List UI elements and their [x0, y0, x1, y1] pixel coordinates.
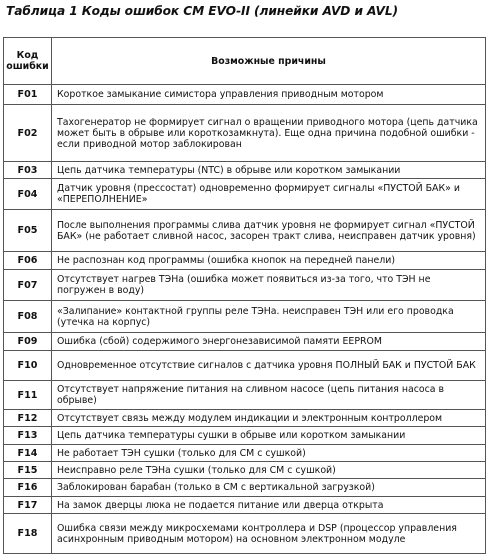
error-code: F12 [4, 410, 52, 427]
header-causes: Возможные причины [52, 38, 486, 85]
page-title: Таблица 1 Коды ошибок СМ EVO-II (линейки AVD и AVL) [6, 4, 399, 18]
error-cause: Отсутствует связь между модулем индикации и электронным контроллером [52, 410, 486, 427]
error-cause: Цепь датчика температуры (NTC) в обрыве или коротком замыкании [52, 162, 486, 179]
table-row [4, 427, 486, 445]
error-code: F02 [4, 105, 52, 162]
error-code: F01 [4, 85, 52, 105]
table-row [4, 333, 486, 351]
error-cause: Заблокирован барабан (только в СМ с вертикальной загрузкой) [52, 479, 486, 497]
error-code: F18 [4, 514, 52, 554]
header-code-line1: Код [16, 50, 39, 61]
table-row [4, 479, 486, 497]
table-row [4, 301, 486, 333]
table-row [4, 179, 486, 210]
error-cause: После выполнения программы слива датчик уровня не формирует сигнал «ПУСТОЙ БАК» (не работает сливной насос, засорен тракт слива, неисправен датчик уровня) [52, 210, 486, 252]
table-row [4, 514, 486, 554]
error-code: F09 [4, 333, 52, 351]
error-cause: Отсутствует нагрев ТЭНа (ошибка может появиться из-за того, что ТЭН не погружен в воду) [52, 270, 486, 301]
table-row [4, 351, 486, 381]
error-cause: Ошибка (сбой) содержимого энергонезависимой памяти EEPROM [52, 333, 486, 351]
table-row [4, 105, 486, 162]
error-cause: Отсутствует напряжение питания на сливном насосе (цепь питания насоса в обрыве) [52, 381, 486, 410]
table-row [4, 252, 486, 270]
error-cause: Датчик уровня (прессостат) одновременно формирует сигналы «ПУСТОЙ БАК» и «ПЕРЕПОЛНЕНИЕ» [52, 179, 486, 210]
error-cause: Цепь датчика температуры сушки в обрыве или коротком замыкании [52, 427, 486, 445]
error-code: F07 [4, 270, 52, 301]
table-header-row [4, 38, 486, 85]
error-cause: На замок дверцы люка не подается питание или дверца открыта [52, 497, 486, 514]
error-code: F16 [4, 479, 52, 497]
error-code: F15 [4, 462, 52, 479]
table-row [4, 210, 486, 252]
table-row [4, 462, 486, 479]
table-row [4, 162, 486, 179]
header-code-line2: ошибки [6, 61, 49, 72]
error-code: F08 [4, 301, 52, 333]
table-row [4, 410, 486, 427]
error-cause: «Залипание» контактной группы реле ТЭНа. неисправен ТЭН или его проводка (утечка на корпус) [52, 301, 486, 333]
error-code: F06 [4, 252, 52, 270]
table-row [4, 445, 486, 462]
error-cause: Не распознан код программы (ошибка кнопок на передней панели) [52, 252, 486, 270]
error-cause: Не работает ТЭН сушки (только для СМ с сушкой) [52, 445, 486, 462]
error-code: F03 [4, 162, 52, 179]
error-code: F04 [4, 179, 52, 210]
header-code [4, 38, 52, 85]
table-row [4, 381, 486, 410]
error-cause: Одновременное отсутствие сигналов с датчика уровня ПОЛНЫЙ БАК и ПУСТОЙ БАК [52, 351, 486, 381]
error-cause: Неисправно реле ТЭНа сушки (только для СМ с сушкой) [52, 462, 486, 479]
error-code: F11 [4, 381, 52, 410]
error-code: F13 [4, 427, 52, 445]
table-row [4, 85, 486, 105]
error-code: F17 [4, 497, 52, 514]
error-code: F10 [4, 351, 52, 381]
error-code: F14 [4, 445, 52, 462]
error-code: F05 [4, 210, 52, 252]
error-codes-table [3, 37, 486, 554]
error-cause: Ошибка связи между микросхемами контроллера и DSP (процессор управления асинхронным приводным мотором) на основном электронном модуле [52, 514, 486, 554]
table-row [4, 270, 486, 301]
error-cause: Тахогенератор не формирует сигнал о вращении приводного мотора (цепь датчика может быть в обрыве или короткозамкнута). Еще одна причина подобной ошибки - если приводной мотор заблокирован [52, 105, 486, 162]
table-row [4, 497, 486, 514]
error-cause: Короткое замыкание симистора управления приводным мотором [52, 85, 486, 105]
